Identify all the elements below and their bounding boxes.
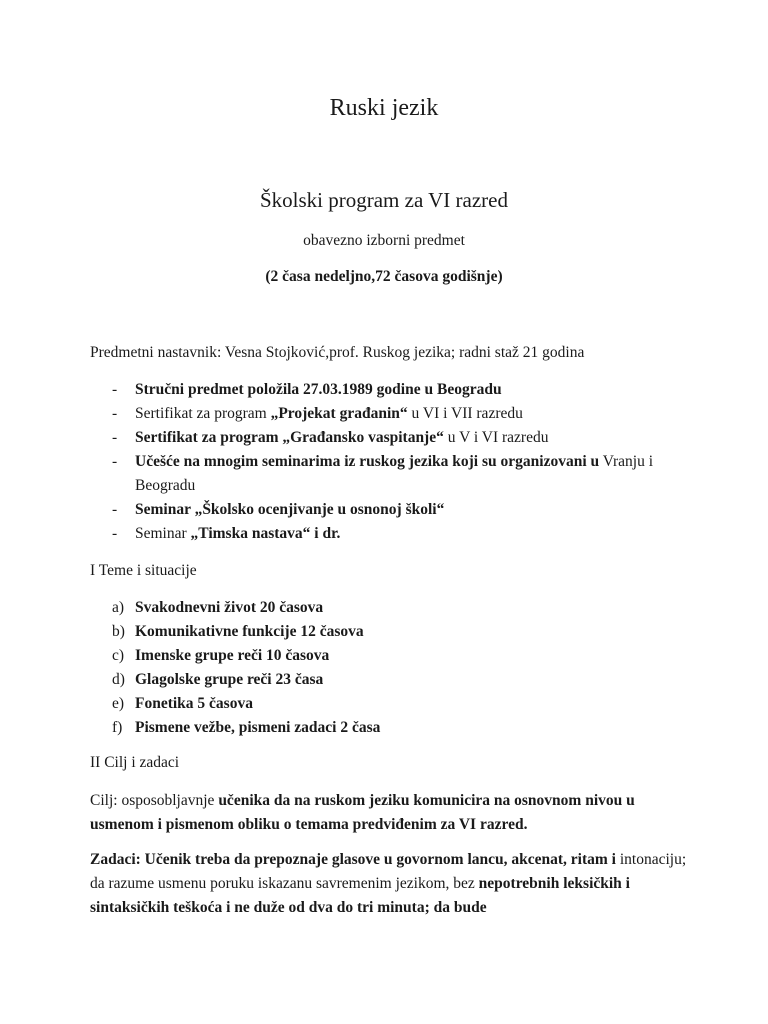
list-marker: a)	[112, 599, 125, 616]
item-bold-text: „Projekat građanin“	[270, 405, 408, 422]
section-heading-topics: I Teme i situacije	[90, 562, 197, 579]
item-text: Vranju i Beogradu	[135, 453, 654, 494]
list-marker: d)	[112, 671, 125, 688]
tasks-text: intonaciju; da razume usmenu poruku iskazanu savremenim jezikom, bez	[90, 851, 687, 892]
tasks-paragraph	[90, 848, 690, 920]
item-text: u V i VI razredu	[443, 429, 549, 446]
list-marker: -	[112, 525, 118, 542]
list-item	[90, 644, 690, 668]
list-marker: e)	[112, 695, 125, 712]
item-text: Imenske grupe reči 10 časova	[135, 647, 330, 664]
list-item	[90, 378, 690, 402]
list-marker: -	[112, 453, 118, 470]
list-marker: -	[112, 405, 118, 422]
list-marker: c)	[112, 647, 125, 664]
item-bold-text: Stručni predmet položila 27.03.1989 godine u Beogradu	[135, 381, 502, 398]
tasks-text-bold: Zadaci: Učenik treba da prepoznaje glasove u govornom lancu, akcenat, ritam i	[90, 851, 616, 868]
item-text: Fonetika 5 časova	[135, 695, 253, 712]
item-bold-text: Seminar „Školsko ocenjivanje u osnonoj školi“	[135, 501, 445, 518]
section-heading-goals: II Cilj i zadaci	[90, 754, 180, 771]
item-text: u VI i VII razredu	[407, 405, 523, 422]
tasks-text-bold: nepotrebnih leksičkih i sintaksičkih teškoća i ne duže od dva do tri minuta; da bude	[90, 875, 630, 916]
list-marker: -	[112, 381, 118, 398]
list-item	[90, 716, 690, 740]
item-bold-text: Sertifikat za program „Građansko vaspitanje“	[135, 429, 444, 446]
list-item	[90, 426, 690, 450]
list-item	[90, 668, 690, 692]
list-item	[90, 498, 690, 522]
item-text: Glagolske grupe reči 23 časa	[135, 671, 324, 688]
goal-text: učenika da na ruskom jeziku komunicira na osnovnom nivou u usmenom i pismenom obliku o temama predviđenim za VI razred.	[90, 792, 635, 833]
list-marker: -	[112, 501, 118, 518]
list-item	[90, 522, 690, 546]
hours-info: (2 časa nedeljno,72 časova godišnje)	[265, 268, 503, 285]
item-text: Sertifikat za program	[135, 405, 271, 422]
teacher-line: Predmetni nastavnik: Vesna Stojković,prof. Ruskog jezika; radni staž 21 godina	[90, 344, 585, 361]
goal-paragraph	[90, 789, 690, 837]
list-marker: -	[112, 429, 118, 446]
item-text: Pismene vežbe, pismeni zadaci 2 časa	[135, 719, 381, 736]
goal-label: Cilj: osposobljavnje	[90, 792, 219, 809]
topics-list	[90, 596, 690, 740]
credentials-list	[90, 378, 690, 546]
item-bold-text: Učešće na mnogim seminarima iz ruskog jezika koji su organizovani u	[135, 453, 600, 470]
list-marker: f)	[112, 719, 123, 736]
list-item	[90, 692, 690, 716]
document-subtitle: Školski program za VI razred	[259, 188, 509, 212]
list-item	[90, 402, 690, 426]
item-bold-text: „Timska nastava“ i dr.	[190, 525, 341, 542]
list-item	[90, 620, 690, 644]
item-text: Seminar	[135, 525, 191, 542]
item-text: Svakodnevni život 20 časova	[135, 599, 324, 616]
list-item	[90, 450, 690, 498]
document-title: Ruski jezik	[329, 95, 439, 121]
list-item	[90, 596, 690, 620]
item-text: Komunikativne funkcije 12 časova	[135, 623, 364, 640]
subject-type: obavezno izborni predmet	[303, 232, 465, 249]
list-marker: b)	[112, 623, 125, 640]
